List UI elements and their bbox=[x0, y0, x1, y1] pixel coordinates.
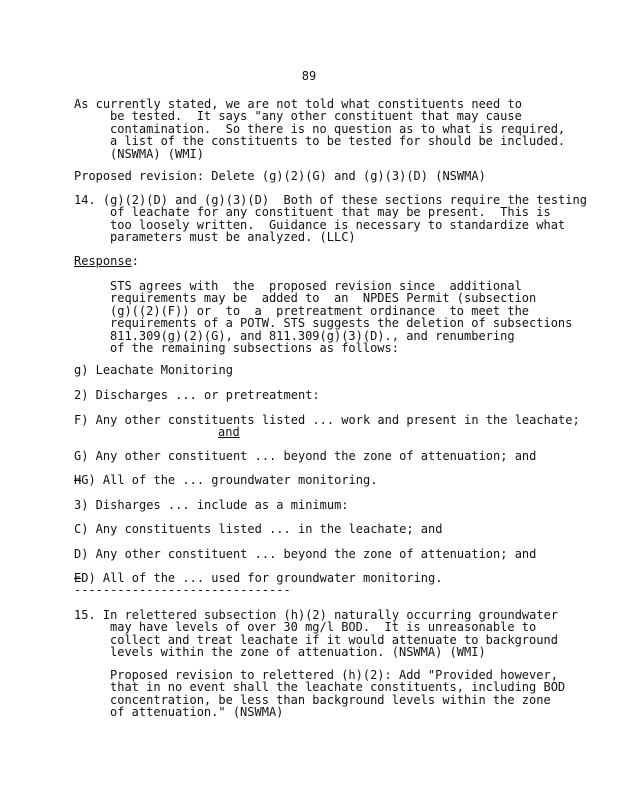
response-heading bbox=[74, 255, 564, 267]
response-paragraph bbox=[110, 279, 573, 356]
text-line: levels within the zone of attenuation. (NSWMA) (WMI) bbox=[110, 645, 486, 660]
text-line: As currently stated, we are not told what constituents need to bbox=[74, 97, 522, 111]
list-line bbox=[74, 523, 564, 535]
list-line bbox=[74, 389, 564, 401]
text-line: that in no event shall the leachate constituents, including BOD bbox=[110, 680, 566, 695]
text-line: 14. (g)(2)(D) and (g)(3)(D) Both of these sections require the testing bbox=[74, 193, 587, 207]
text-line: (NSWMA) (WMI) bbox=[110, 146, 204, 161]
text-line: of leachate for any constituent that may be present. This is bbox=[110, 205, 551, 220]
response-colon: : bbox=[131, 254, 140, 268]
text-line: requirements of a POTW. STS suggests the deletion of subsections bbox=[110, 316, 573, 331]
list-line bbox=[74, 364, 564, 376]
comment-14 bbox=[74, 193, 587, 245]
list-line-text: G) Any other constituent ... beyond the zone of attenuation; and bbox=[74, 449, 537, 463]
separator-text: ------------------------------ bbox=[74, 583, 291, 597]
text-line: STS agrees with the proposed revision since additional bbox=[110, 279, 522, 293]
list-line-text: C) Any constituents listed ... in the leachate; and bbox=[74, 522, 443, 536]
list-line bbox=[74, 413, 580, 440]
text-line: of attenuation." (NSWMA) bbox=[110, 705, 284, 720]
text-line: Proposed revision: Delete (g)(2)(G) and (g)(3)(D) (NSWMA) bbox=[74, 169, 486, 183]
text-line: 811.309(g)(2)(G), and 811.309(g)(3)(D)., and renumbering bbox=[110, 328, 515, 343]
response-label: Response bbox=[74, 254, 132, 268]
text-line: too loosely written. Guidance is necessary to standardize what bbox=[110, 217, 566, 232]
list-line-text: D) Any other constituent ... beyond the zone of attenuation; and bbox=[74, 547, 537, 561]
text-line: concentration, be less than background levels within the zone bbox=[110, 692, 551, 707]
text-line: a list of the constituents to be tested for should be included. bbox=[110, 134, 566, 149]
list-line bbox=[74, 474, 564, 486]
text-line: requirements may be added to an NPDES Permit (subsection bbox=[110, 291, 537, 306]
list-line-text: 3) Disharges ... include as a minimum: bbox=[74, 498, 349, 512]
proposed-revision-h2 bbox=[110, 669, 564, 719]
text-line: parameters must be analyzed. (LLC) bbox=[110, 230, 356, 245]
text-line: be tested. It says "any other constituent that may cause bbox=[110, 109, 522, 124]
list-line bbox=[74, 548, 564, 560]
text-line: collect and treat leachate if it would attenuate to background bbox=[110, 632, 558, 647]
separator-rule bbox=[74, 584, 564, 596]
list-line bbox=[74, 450, 564, 462]
list-line-text: F) Any other constituents listed ... work and present in the leachate; bbox=[74, 413, 580, 427]
struck-letter: E bbox=[74, 571, 82, 585]
proposed-revision-delete bbox=[74, 170, 564, 182]
text-line: contamination. So there is no question as to what is required, bbox=[110, 121, 566, 136]
list-line-text: g) Leachate Monitoring bbox=[74, 363, 233, 377]
comment-15 bbox=[74, 609, 564, 659]
text-line: of the remaining subsections as follows: bbox=[110, 341, 399, 356]
list-line-text: G) All of the ... groundwater monitoring. bbox=[81, 473, 378, 487]
text-line: Proposed revision to relettered (h)(2): Add "Provided however, bbox=[110, 668, 558, 682]
and-underlined: and bbox=[218, 425, 240, 440]
text-line: (g)((2)(F)) or to a pretreatment ordinance to meet the bbox=[110, 303, 530, 318]
text-line: 15. In relettered subsection (h)(2) naturally occurring groundwater bbox=[74, 608, 559, 622]
list-line-text: 2) Discharges ... or pretreatment: bbox=[74, 388, 320, 402]
paragraph-constituents-comment bbox=[74, 98, 564, 160]
list-line bbox=[74, 499, 564, 511]
text-line: may have levels of over 30 mg/l BOD. It is unreasonable to bbox=[110, 620, 537, 635]
struck-letter: H bbox=[74, 473, 82, 487]
page-number: 89 bbox=[301, 69, 317, 83]
list-line-text: D) All of the ... used for groundwater monitoring. bbox=[81, 571, 443, 585]
